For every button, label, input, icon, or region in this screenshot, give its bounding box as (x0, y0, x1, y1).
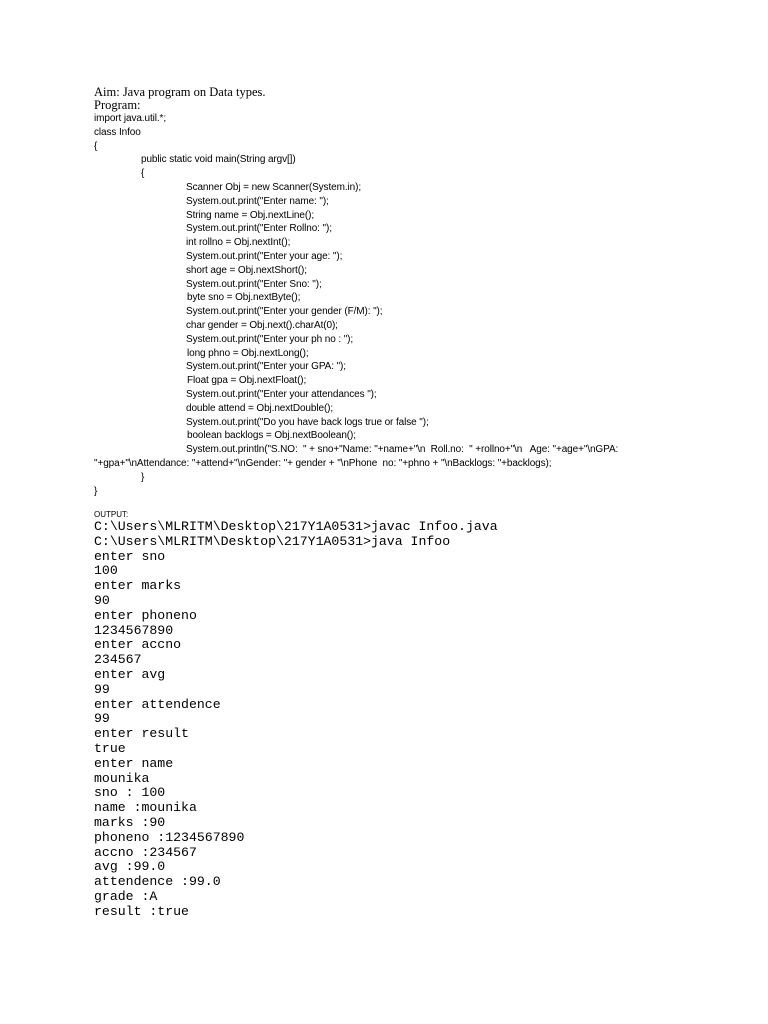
aim-heading: Aim: Java program on Data types. (94, 85, 266, 99)
code-line: System.out.print("Enter your gender (F/M): "); (186, 306, 383, 318)
code-line: byte sno = Obj.nextByte(); (187, 292, 301, 304)
output-line: C:\Users\MLRITM\Desktop\217Y1A0531>java Infoo (94, 533, 451, 549)
code-line: char gender = Obj.next().charAt(0); (186, 319, 338, 331)
output-line: enter avg (94, 666, 166, 682)
output-line: enter attendence (94, 696, 221, 712)
code-line: System.out.print("Enter Rollno: "); (186, 223, 332, 235)
code-line: } (94, 485, 98, 497)
output-line: marks :90 (94, 814, 166, 830)
code-line: public static void main(String argv[]) (141, 154, 296, 166)
output-line: sno : 100 (94, 785, 166, 801)
code-line: System.out.print("Enter name: "); (186, 195, 329, 207)
output-line: result :true (94, 903, 189, 919)
output-line: enter result (94, 726, 189, 742)
code-line: System.out.print("Enter your ph no : "); (186, 333, 354, 345)
code-line: Scanner Obj = new Scanner(System.in); (186, 181, 361, 193)
code-line: } (141, 471, 145, 483)
code-line: String name = Obj.nextLine(); (186, 209, 314, 221)
output-label: OUTPUT: (94, 510, 129, 519)
output-line: 234567 (94, 652, 142, 668)
output-line: 90 (94, 592, 110, 608)
code-line: { (94, 140, 98, 152)
code-line: System.out.print("Enter your age: "); (186, 250, 343, 262)
output-line: accno :234567 (94, 844, 197, 860)
code-line: { (141, 168, 145, 180)
console-output-block (94, 520, 694, 920)
code-line: boolean backlogs = Obj.nextBoolean(); (187, 430, 356, 442)
program-label: Program: (94, 98, 141, 112)
output-line: enter marks (94, 578, 182, 594)
output-line: 100 (94, 563, 118, 579)
output-line: enter name (94, 755, 174, 771)
code-line: class Infoo (94, 126, 141, 138)
output-line: enter sno (94, 548, 166, 564)
output-line: attendence :99.0 (94, 874, 221, 890)
output-line: enter accno (94, 637, 182, 653)
code-line: Float gpa = Obj.nextFloat(); (187, 375, 307, 387)
code-line: System.out.print("Enter your GPA: "); (186, 361, 346, 373)
code-line: double attend = Obj.nextDouble(); (186, 402, 334, 414)
output-line: enter phoneno (94, 607, 197, 623)
output-line: true (94, 740, 126, 756)
code-line: System.out.print("Enter Sno: "); (186, 278, 322, 290)
output-line: 1234567890 (94, 622, 174, 638)
code-line: long phno = Obj.nextLong(); (187, 347, 309, 359)
code-line: short age = Obj.nextShort(); (186, 264, 307, 276)
code-line: System.out.print("Enter your attendances "); (186, 388, 377, 400)
code-line: System.out.println("S.NO: " + sno+"Name: "+name+"\n Roll.no: " +rollno+"\n Age: "+age+"\nGPA: (186, 444, 619, 456)
output-line: phoneno :1234567890 (94, 829, 245, 845)
output-line: grade :A (94, 888, 158, 904)
output-line: mounika (94, 770, 150, 786)
code-line: import java.util.*; (94, 113, 167, 124)
code-line: "+gpa+"\nAttendance: "+attend+"\nGender: "+ gender + "\nPhone no: "+phno + "\nBacklogs: "+backlogs); (94, 457, 552, 469)
output-line: avg :99.0 (94, 859, 166, 875)
output-line: 99 (94, 681, 110, 697)
code-line: int rollno = Obj.nextInt(); (186, 237, 291, 249)
output-line: C:\Users\MLRITM\Desktop\217Y1A0531>javac Infoo.java (94, 519, 498, 534)
output-line: 99 (94, 711, 110, 727)
output-line: name :mounika (94, 800, 197, 816)
source-code-block (94, 112, 734, 498)
code-line: System.out.print("Do you have back logs true or false "); (186, 416, 429, 428)
